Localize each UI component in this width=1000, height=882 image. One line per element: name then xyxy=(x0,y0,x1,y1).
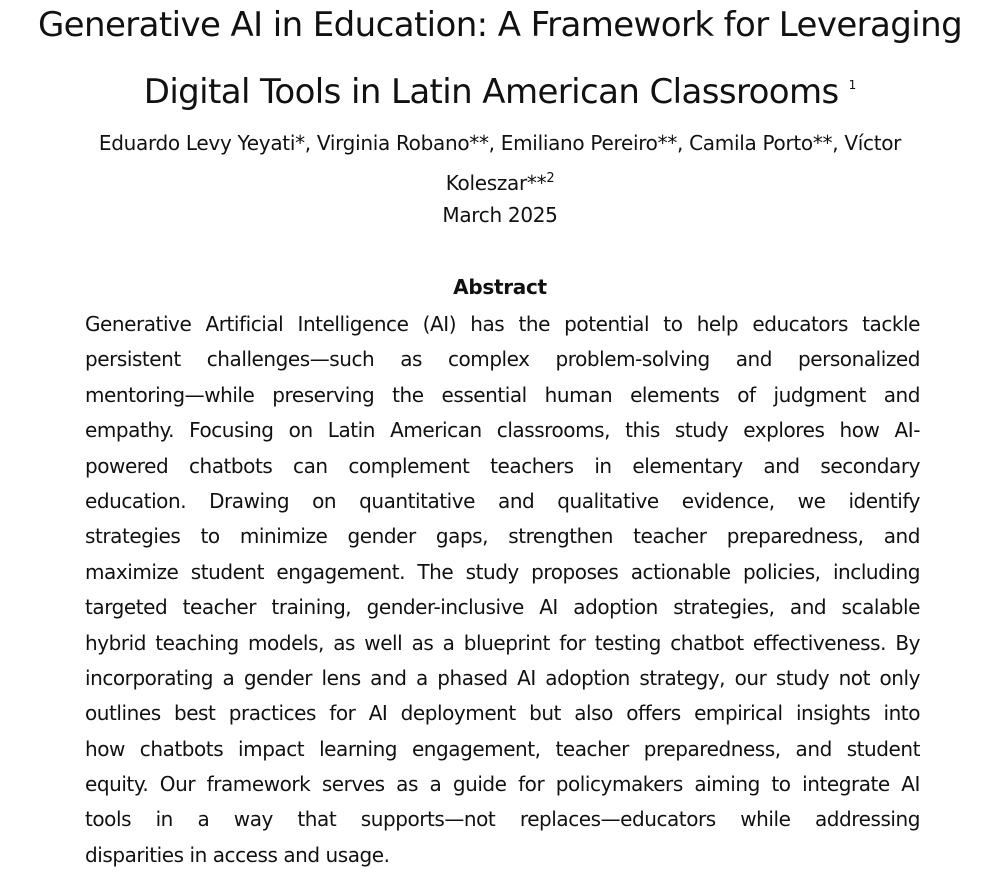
paper-title-text-1: Generative AI in Education: A Framework for Leveraging xyxy=(37,5,963,45)
abstract-line: outlines best practices for AI deployment but also offers empirical insights into xyxy=(85,701,920,726)
abstract-line: disparities in access and usage. xyxy=(85,842,390,867)
abstract-body xyxy=(85,307,920,873)
abstract-line: targeted teacher training, gender-inclusive AI adoption strategies, and scalable xyxy=(85,595,920,620)
abstract-line: equity. Our framework serves as a guide for policymakers aiming to integrate AI xyxy=(85,772,920,797)
authors-line-1 xyxy=(0,126,1000,160)
abstract-line: Generative Artificial Intelligence (AI) has the potential to help educators tackle xyxy=(85,312,920,336)
paper-title-line-2 xyxy=(0,65,1000,112)
abstract-line: how chatbots impact learning engagement, teacher preparedness, and student xyxy=(85,736,920,761)
abstract-heading: Abstract xyxy=(453,275,547,299)
authors-line-2 xyxy=(0,162,1000,200)
abstract-line: mentoring—while preserving the essential human elements of judgment and xyxy=(85,382,920,407)
authors-text-1: Eduardo Levy Yeyati*, Virginia Robano**, Emiliano Pereiro**, Camila Porto**, Víctor xyxy=(98,131,902,155)
abstract-line: powered chatbots can complement teachers in elementary and secondary xyxy=(85,453,920,478)
paper-title-text-2: Digital Tools in Latin American Classrooms xyxy=(143,72,839,112)
title-footnote-marker: 1 xyxy=(848,78,857,92)
abstract-line: incorporating a gender lens and a phased AI adoption strategy, our study not only xyxy=(85,665,920,690)
abstract-line: tools in a way that supports—not replaces—educators while addressing xyxy=(85,807,920,832)
publication-date: March 2025 xyxy=(442,203,558,227)
abstract-line: education. Drawing on quantitative and qualitative evidence, we identify xyxy=(85,488,920,513)
abstract-line: strategies to minimize gender gaps, strengthen teacher preparedness, and xyxy=(85,524,920,549)
abstract-line: hybrid teaching models, as well as a blueprint for testing chatbot effectiveness. By xyxy=(85,630,920,655)
abstract-line: persistent challenges—such as complex problem-solving and personalized xyxy=(85,347,920,372)
paper-title-line-1 xyxy=(0,5,1000,45)
abstract-line: empathy. Focusing on Latin American classrooms, this study explores how AI- xyxy=(85,418,920,443)
authors-footnote-marker: 2 xyxy=(546,171,555,186)
abstract-line: maximize student engagement. The study proposes actionable policies, including xyxy=(85,559,920,584)
authors-text-2: Koleszar** xyxy=(445,171,547,195)
